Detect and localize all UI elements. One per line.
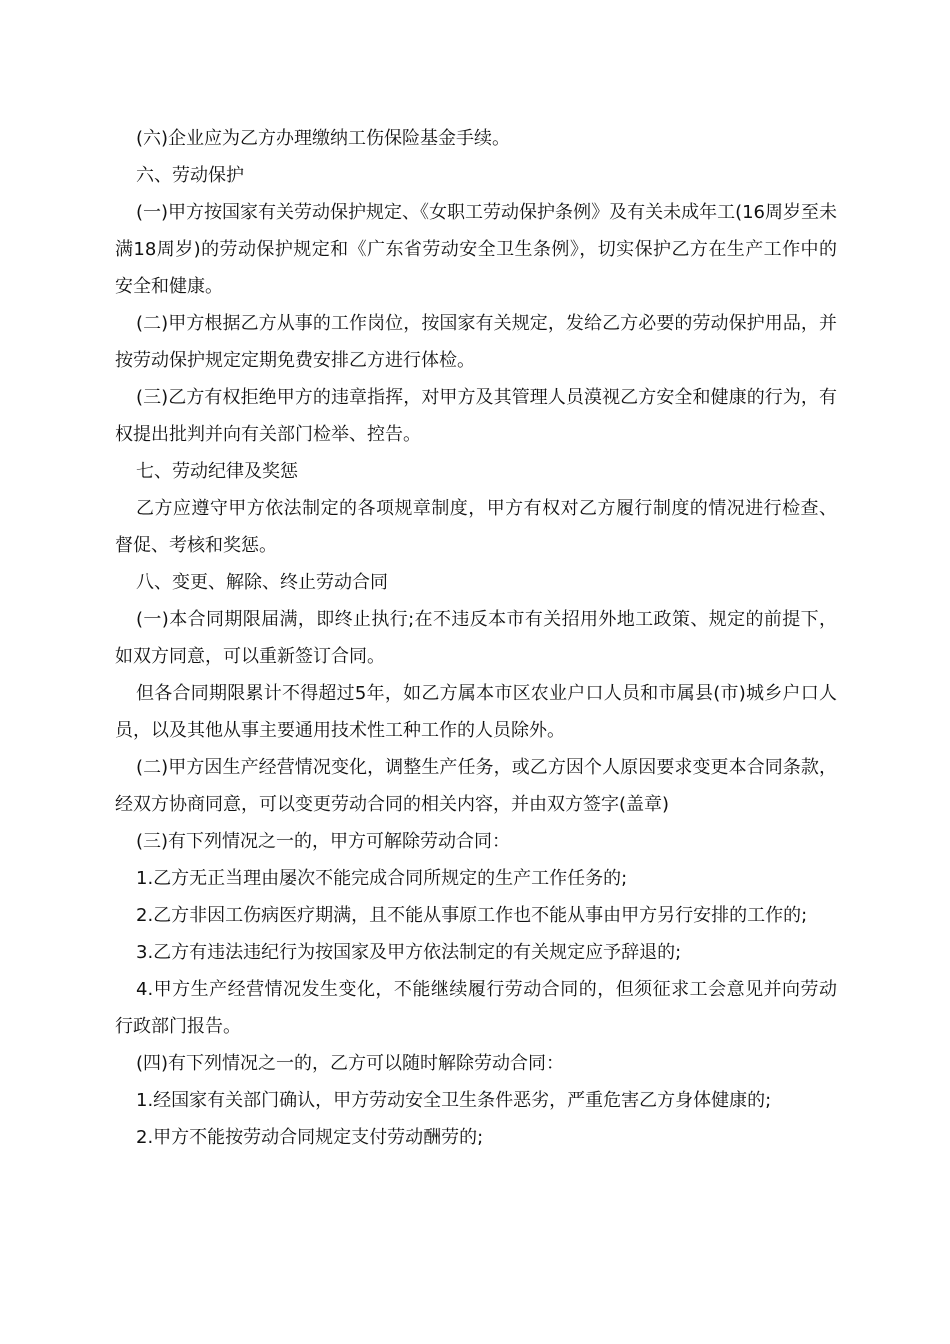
clause-protection-3: (三)乙方有权拒绝甲方的违章指挥，对甲方及其管理人员漠视乙方安全和健康的行为，有权提出批判并向有关部门检举、控告。 <box>115 387 837 445</box>
clause-change-4: (四)有下列情况之一的，乙方可以随时解除劳动合同： <box>136 1053 565 1074</box>
clause-protection-1: (一)甲方按国家有关劳动保护规定、《女职工劳动保护条例》及有关未成年工(16周岁至未满18周岁)的劳动保护规定和《广东省劳动安全卫生条例》，切实保护乙方在生产工作中的安全和健康。 <box>115 202 837 297</box>
list-item: 3.乙方有违法违纪行为按国家及甲方依法制定的有关规定应予辞退的; <box>136 942 682 963</box>
list-item: 2.乙方非因工伤病医疗期满，且不能从事原工作也不能从事由甲方另行安排的工作的; <box>136 905 808 926</box>
section-heading-7: 七、劳动纪律及奖惩 <box>136 461 298 482</box>
clause-protection-2: (二)甲方根据乙方从事的工作岗位，按国家有关规定，发给乙方必要的劳动保护用品，并按劳动保护规定定期免费安排乙方进行体检。 <box>115 313 837 371</box>
clause-change-1-note: 但各合同期限累计不得超过5年，如乙方属本市区农业户口人员和市属县(市)城乡户口人员，以及其他从事主要通用技术性工种工作的人员除外。 <box>115 683 837 741</box>
document-body <box>115 120 837 1156</box>
clause-discipline: 乙方应遵守甲方依法制定的各项规章制度，甲方有权对乙方履行制度的情况进行检查、督促、考核和奖惩。 <box>115 498 837 556</box>
list-item: 4.甲方生产经营情况发生变化，不能继续履行劳动合同的，但须征求工会意见并向劳动行政部门报告。 <box>115 979 837 1037</box>
clause-6-6: (六)企业应为乙方办理缴纳工伤保险基金手续。 <box>136 128 511 149</box>
list-item: 1.乙方无正当理由屡次不能完成合同所规定的生产工作任务的; <box>136 868 628 889</box>
clause-change-1: (一)本合同期限届满，即终止执行;在不违反本市有关招用外地工政策、规定的前提下，如双方同意，可以重新签订合同。 <box>115 609 837 667</box>
clause-change-3: (三)有下列情况之一的，甲方可解除劳动合同： <box>136 831 511 852</box>
list-item: 2.甲方不能按劳动合同规定支付劳动酬劳的; <box>136 1127 484 1148</box>
section-heading-8: 八、变更、解除、终止劳动合同 <box>136 572 388 593</box>
list-item: 1.经国家有关部门确认，甲方劳动安全卫生条件恶劣，严重危害乙方身体健康的; <box>136 1090 772 1111</box>
clause-change-2: (二)甲方因生产经营情况变化，调整生产任务，或乙方因个人原因要求变更本合同条款，经双方协商同意，可以变更劳动合同的相关内容，并由双方签字(盖章) <box>115 757 837 815</box>
section-heading-6: 六、劳动保护 <box>136 165 244 186</box>
